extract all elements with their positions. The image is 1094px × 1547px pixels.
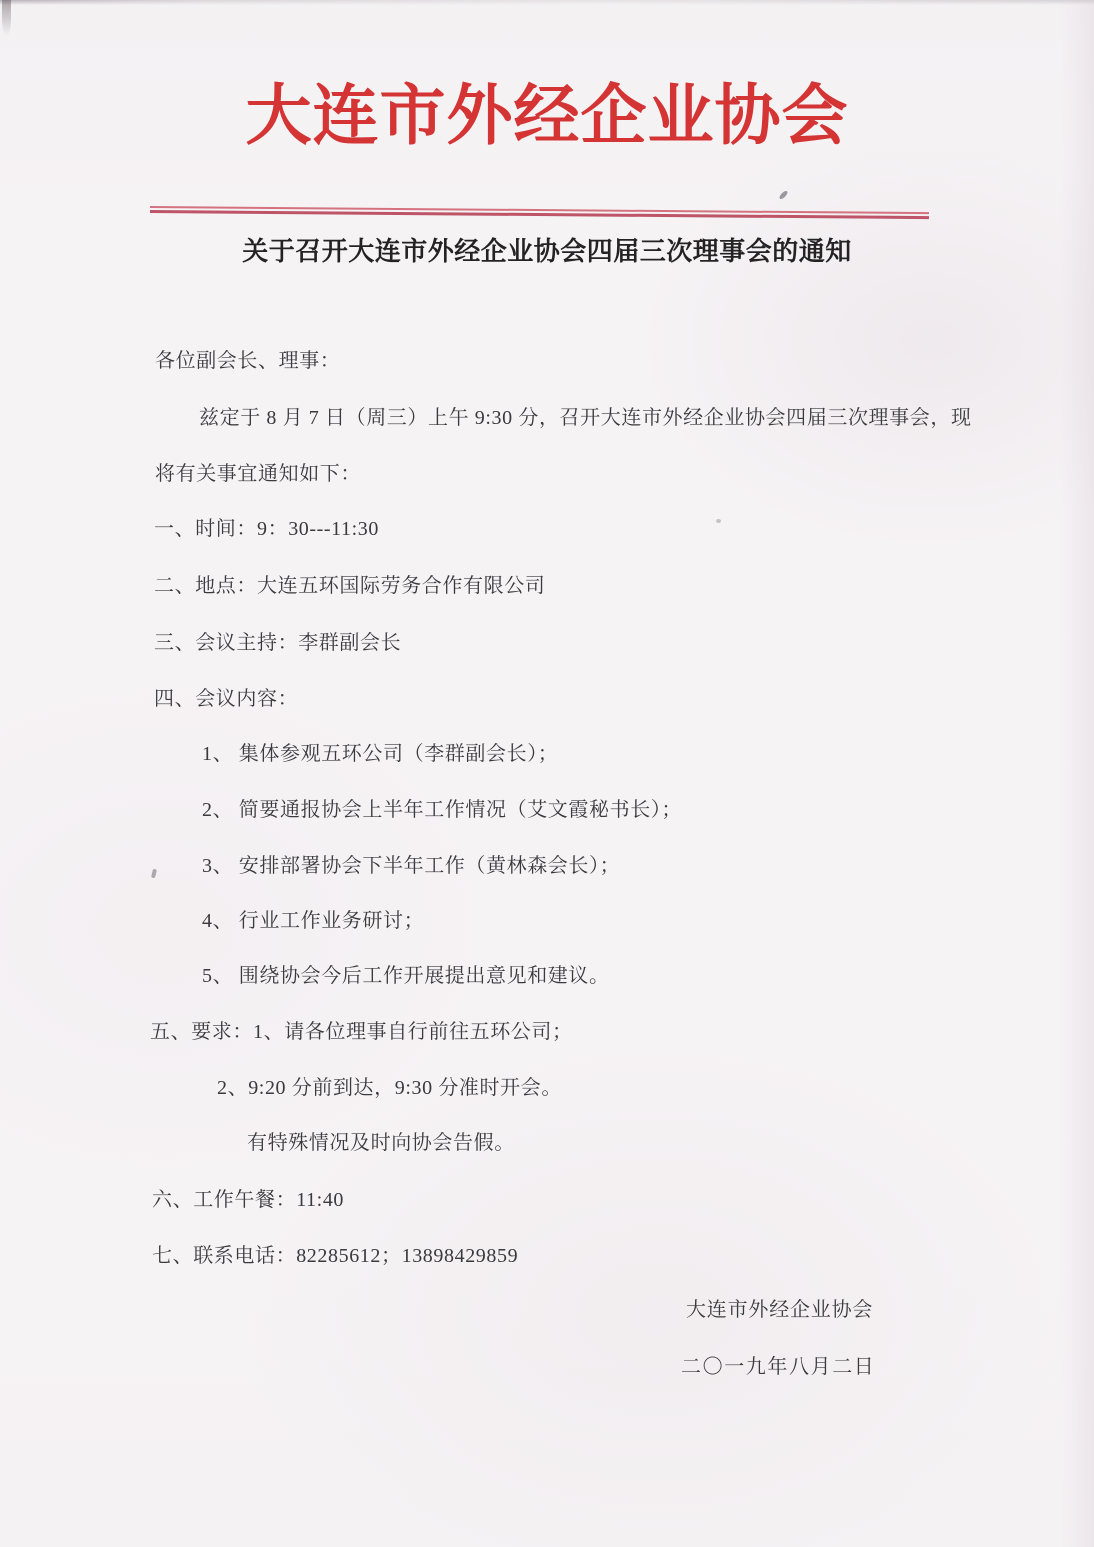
letterhead-org-title: 大连市外经企业协会: [245, 80, 849, 153]
scan-speck: [779, 189, 789, 200]
intro-line-2: 将有关事宜通知如下：: [155, 463, 361, 485]
requirements-sub-2: 有特殊情况及时向协会告假。: [247, 1132, 515, 1154]
agenda-item-1: 1、 集体参观五环公司（李群副会长）；: [202, 743, 559, 765]
signature-org: 大连市外经企业协会: [686, 1299, 874, 1321]
scan-corner-smudge: [2, 0, 11, 36]
requirements-lead: 五、要求：1、请各位理事自行前往五环公司；: [150, 1021, 573, 1043]
scan-right-shade: [1060, 0, 1094, 1547]
section-venue: 二、地点：大连五环国际劳务合作有限公司: [154, 575, 546, 597]
notice-heading: 关于召开大连市外经企业协会四届三次理事会的通知: [242, 237, 852, 266]
letterhead-divider-rule: [150, 206, 929, 219]
section-time: 一、时间：9：30---11:30: [154, 518, 379, 540]
scan-speck: [151, 869, 157, 879]
agenda-item-2: 2、 简要通报协会上半年工作情况（艾文霞秘书长）；: [202, 799, 682, 821]
section-contact: 七、联系电话：82285612；13898429859: [152, 1245, 519, 1267]
scan-edge-artifact: [0, 0, 1094, 5]
section-agenda-header: 四、会议内容：: [154, 688, 299, 710]
section-lunch: 六、工作午餐：11:40: [152, 1189, 345, 1211]
signature-date: 二〇一九年八月二日: [681, 1356, 876, 1378]
agenda-item-3: 3、 安排部署协会下半年工作（黄林森会长）；: [202, 855, 621, 877]
intro-line-1: 兹定于 8 月 7 日（周三）上午 9:30 分，召开大连市外经企业协会四届三次理事会，现: [199, 407, 972, 429]
requirements-sub-1: 2、9:20 分前到达，9:30 分准时开会。: [217, 1077, 562, 1099]
salutation-line: 各位副会长、理事：: [155, 350, 341, 372]
agenda-item-4: 4、 行业工作业务研讨；: [202, 910, 425, 932]
scan-speck: [716, 519, 721, 523]
agenda-item-5: 5、 围绕协会今后工作开展提出意见和建议。: [202, 965, 610, 987]
section-host: 三、会议主持：李群副会长: [154, 632, 402, 654]
